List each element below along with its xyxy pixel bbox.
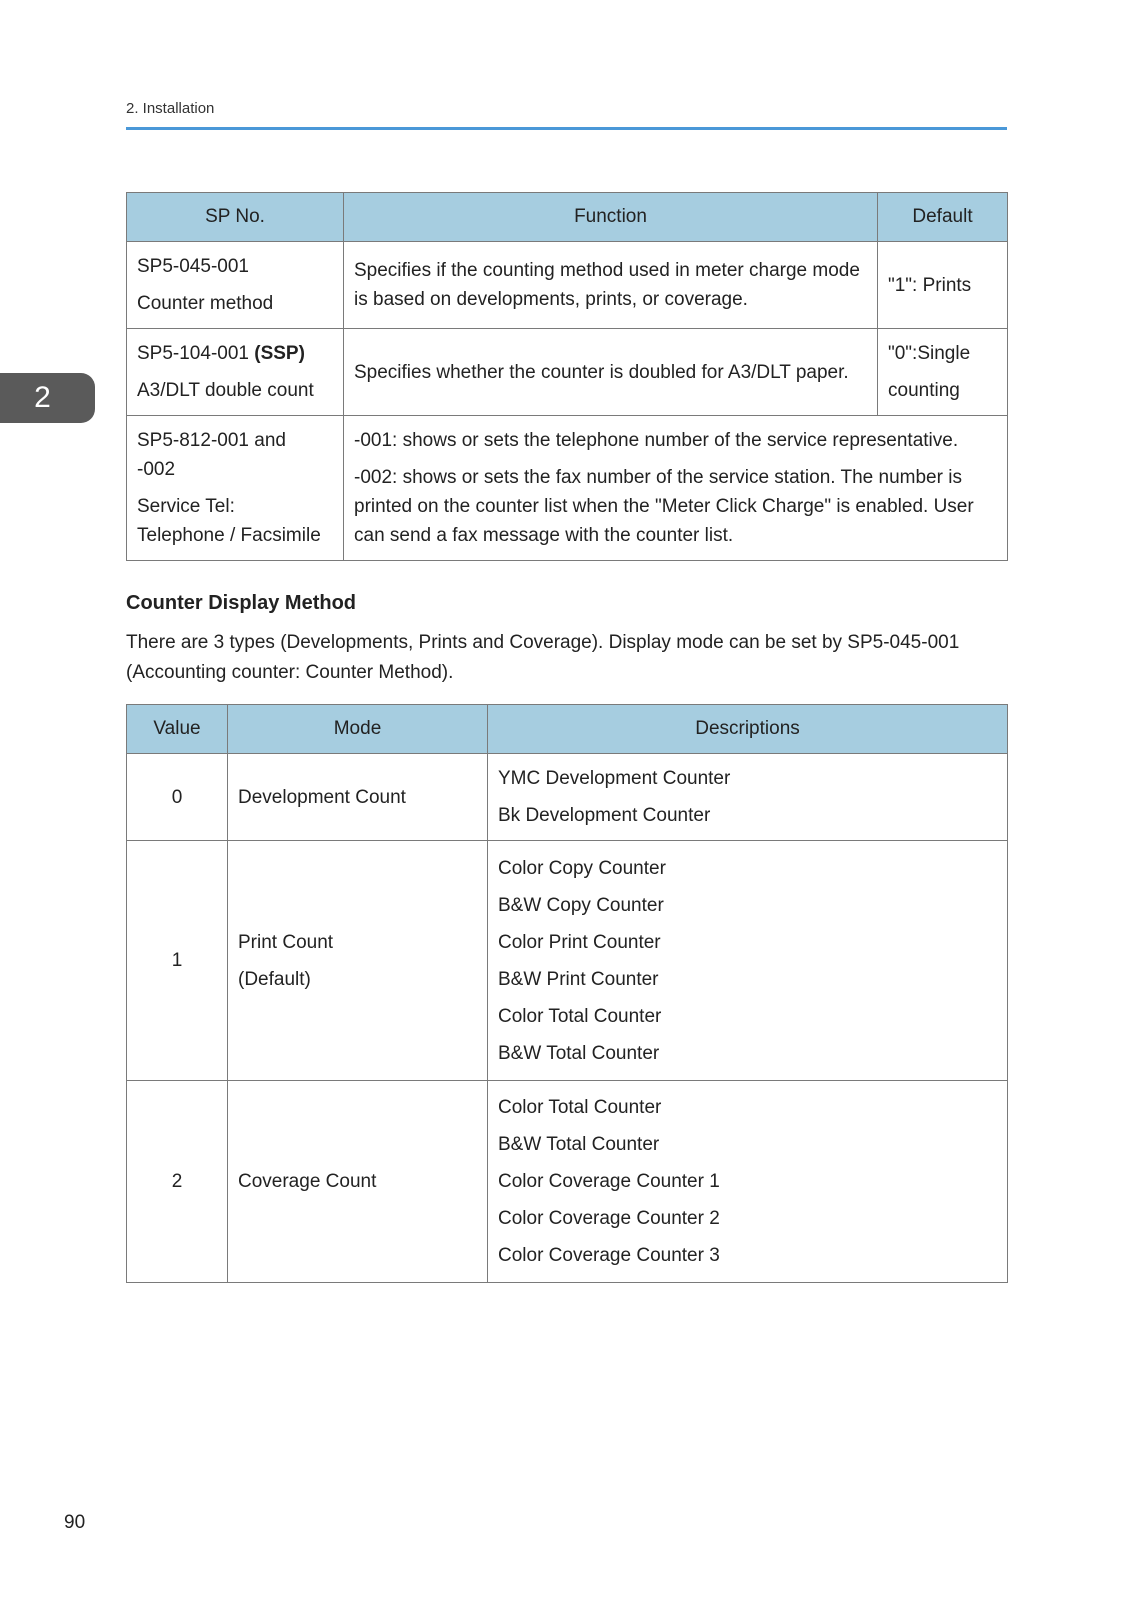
header-descriptions: Descriptions — [488, 705, 1008, 754]
description-item: Color Total Counter — [498, 1097, 662, 1118]
running-header: 2. Installation — [126, 100, 215, 117]
mode-cell: Coverage Count — [228, 1081, 488, 1283]
sp-number: SP5-812-001 and — [137, 430, 286, 451]
description-item: B&W Total Counter — [498, 1134, 660, 1155]
default-cell: "1": Prints — [878, 242, 1008, 329]
sp-number: SP5-104-001 — [137, 343, 249, 364]
table-row — [127, 754, 1008, 841]
section-heading: Counter Display Method — [126, 592, 357, 614]
default-line: "0":Single — [888, 343, 971, 364]
header-mode: Mode — [228, 705, 488, 754]
header-rule — [126, 127, 1007, 130]
value-cell: 1 — [127, 841, 228, 1081]
table-row — [127, 841, 1008, 1081]
description-item: B&W Copy Counter — [498, 894, 664, 916]
chapter-tab: 2 — [0, 373, 95, 423]
mode-cell — [228, 841, 488, 1081]
sp-no-cell — [127, 329, 344, 416]
descriptions-cell — [488, 841, 1008, 1081]
sp-no-cell — [127, 416, 344, 561]
table-row — [127, 416, 1008, 561]
page-number: 90 — [64, 1512, 86, 1533]
default-line: counting — [888, 380, 960, 401]
sp-no-cell — [127, 242, 344, 329]
mode-cell: Development Count — [228, 754, 488, 841]
function-cell: Specifies whether the counter is doubled for A3/DLT paper. — [344, 329, 878, 416]
description-item: Color Coverage Counter 1 — [498, 1171, 720, 1192]
description-item: Color Copy Counter — [498, 857, 666, 879]
value-cell: 2 — [127, 1081, 228, 1283]
function-paragraph: -001: shows or sets the telephone number of the service representative. — [354, 430, 959, 451]
section-intro: There are 3 types (Developments, Prints and Coverage). Display mode can be set by SP5-045-001 (Accounting counter: Counter Method). — [126, 632, 960, 683]
table-row — [127, 1081, 1008, 1283]
mode-label: Print Count — [238, 931, 334, 953]
sp-number: SP5-045-001 — [137, 256, 249, 277]
sp-settings-table — [126, 192, 1008, 561]
sp-name: Service Tel: — [137, 496, 235, 517]
description-item: Bk Development Counter — [498, 805, 711, 826]
mode-note: (Default) — [238, 968, 311, 990]
function-paragraph: -002: shows or sets the fax number of the service station. The number is printed on the counter list when the "Meter Click Charge" is enabled. User can send a fax message with the counter list. — [354, 467, 974, 546]
table-header-row — [127, 705, 1008, 754]
sp-number: -002 — [137, 459, 176, 480]
descriptions-cell — [488, 1081, 1008, 1283]
default-cell — [878, 329, 1008, 416]
value-cell: 0 — [127, 754, 228, 841]
description-item: Color Total Counter — [498, 1005, 662, 1027]
description-item: B&W Total Counter — [498, 1042, 660, 1064]
description-item: Color Coverage Counter 3 — [498, 1245, 720, 1266]
function-cell: Specifies if the counting method used in meter charge mode is based on developments, prints, or coverage. — [344, 242, 878, 329]
ssp-tag: (SSP) — [254, 343, 305, 364]
description-item: Color Print Counter — [498, 931, 661, 953]
sp-name: Counter method — [137, 293, 274, 314]
header-function: Function — [344, 193, 878, 242]
header-sp-no: SP No. — [127, 193, 344, 242]
description-item: YMC Development Counter — [498, 768, 731, 789]
sp-number-line — [137, 339, 333, 368]
table-header-row — [127, 193, 1008, 242]
counter-mode-table — [126, 704, 1008, 1283]
description-item: B&W Print Counter — [498, 968, 659, 990]
sp-name: A3/DLT double count — [137, 380, 314, 401]
sp-name: Telephone / Facsimile — [137, 525, 321, 546]
function-cell — [344, 416, 1008, 561]
header-default: Default — [878, 193, 1008, 242]
descriptions-cell — [488, 754, 1008, 841]
table-row — [127, 329, 1008, 416]
table-row — [127, 242, 1008, 329]
description-item: Color Coverage Counter 2 — [498, 1208, 720, 1229]
header-value: Value — [127, 705, 228, 754]
